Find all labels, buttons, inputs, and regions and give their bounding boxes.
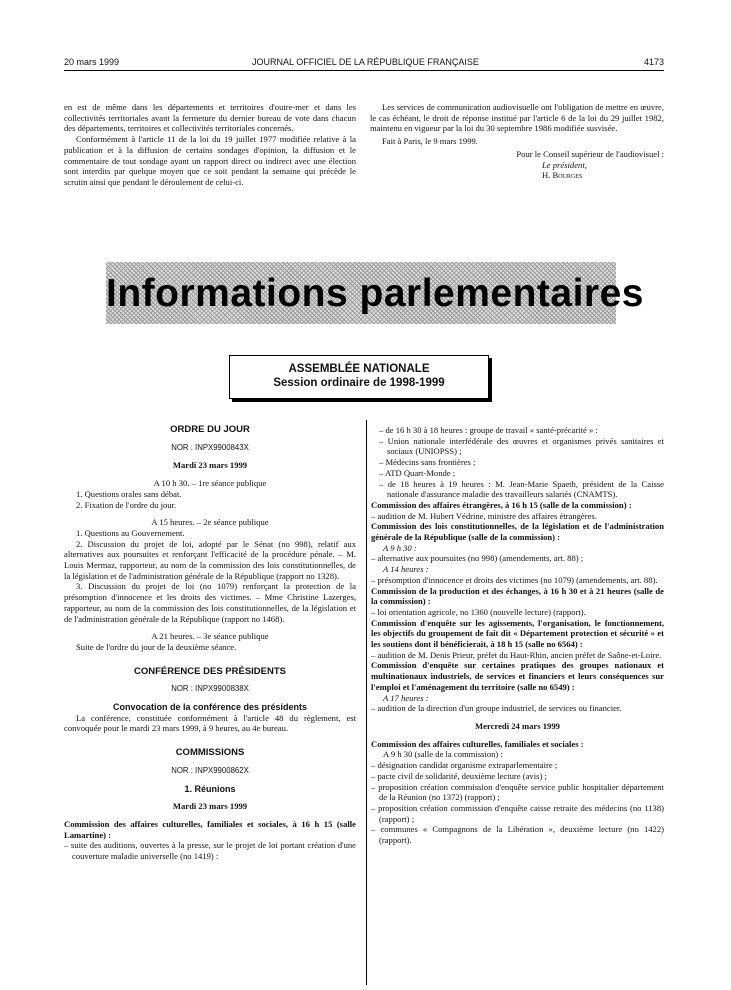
nor-reference: NOR : INPX9900862X (171, 765, 249, 775)
nor-reference: NOR : INPX9900843X (171, 442, 249, 452)
pour-line: Pour le Conseil supérieur de l'audiovisuel : (516, 148, 664, 159)
paragraph: en est de même dans les départements et territoires d'outre-mer et dans les collectivités territoriales avant la fermeture du dernier bureau de vote dans chacun des départements, territoires et collectivités territoriales concernés. (64, 102, 356, 134)
list-item: – de 18 heures à 19 heures : M. Jean-Marie Spaeth, président de la Caisse nationale d'assurance maladie des travailleurs salariés (CNAMTS). (379, 478, 664, 500)
list-item: – ATD Quart-Monde ; (379, 467, 456, 478)
seance-heading: A 10 h 30. – 1re séance publique (153, 478, 267, 489)
box-title: ASSEMBLÉE NATIONALE (288, 363, 430, 375)
right-column (371, 425, 664, 846)
time-heading: A 17 heures : (383, 692, 429, 703)
list-item: – proposition création commission d'enquête caisse retraite des médecins (no 1138) (rapport) ; (371, 802, 664, 824)
signer-role: Le président, (542, 159, 587, 170)
assemblee-box (229, 355, 489, 399)
seance-heading: A 21 heures. – 3e séance publique (151, 631, 269, 642)
commission-heading: Commission des affaires étrangères, à 16 h 15 (salle de la commission) : (371, 499, 632, 510)
list-item: 3. Discussion du projet de loi (no 1079) renforçant la protection de la présomption d'innocence et les droits des victimes. – Mme Christine Lazerges, rapporteur, au nom de la commission des lois constitutionnelles, de la législation et de l'administration générale de la République (rapport no 1468). (64, 581, 356, 624)
list-item: 1. Questions orales sans débat. (76, 488, 182, 499)
date-heading: Mardi 23 mars 1999 (172, 801, 248, 812)
list-item: 1. Questions au Gouvernement. (76, 527, 185, 538)
list-item: – Union nationale interfédérale des œuvres et organismes privés sanitaires et sociaux (UNIOPSS) ; (379, 435, 664, 457)
list-item: 2. Fixation de l'ordre du jour. (76, 499, 177, 510)
list-item: – audition de M. Hubert Védrine, ministre des affaires étrangères. (371, 510, 597, 521)
section-title: COMMISSIONS (175, 747, 245, 759)
nor-reference: NOR : INPX9900838X (171, 684, 249, 694)
subsection-title: 1. Réunions (184, 783, 236, 794)
paragraph: Conformément à l'article 11 de la loi du 19 juillet 1977 modifiée relative à la publication et à la diffusion de certains sondages d'opinion, la diffusion et le commentaire de tout sondage ayant un rapport direct ou indirect avec une élection sont interdits par quelque moyen que ce soit pendant la semaine qui précède le scrutin ainsi que pendant le déroulement de celui-ci. (64, 134, 356, 187)
list-item: – proposition création commission d'enquête service public hospitalier département de la Réunion (no 1372) (rapport) ; (371, 781, 664, 803)
list-item: 2. Discussion du projet de loi, adopté par le Sénat (no 998), relatif aux alternatives aux poursuites et renforçant l'efficacité de la procédure pénale. – M. Louis Mermaz, rapporteur, au nom de la commission des lois constitutionnelles, de la législation et de l'administration générale de la République (rapport no 1328). (64, 538, 356, 581)
section-title: CONFÉRENCE DES PRÉSIDENTS (133, 665, 287, 677)
list-item: – audition de la direction d'un groupe industriel, de services ou financier. (371, 703, 622, 714)
subsection-title: Convocation de la conférence des présidents (112, 702, 308, 713)
header-journal-title: JOURNAL OFFICIEL DE LA RÉPUBLIQUE FRANÇAISE (252, 57, 479, 67)
paragraph: Les services de communication audiovisuelle ont l'obligation de mettre en œuvre, le cas échéant, le droit de réponse institué par l'article 6 de la loi du 29 juillet 1982, maintenu en vigueur par la loi du 30 septembre 1986 modifiée susvisée. (370, 102, 664, 134)
list-item: – présomption d'innocence et droits des victimes (no 1079) (amendements, art. 88). (371, 574, 658, 585)
seance-heading: A 15 heures. – 2e séance publique (151, 517, 269, 528)
list-item: – suite des auditions, ouvertes à la presse, sur le projet de loi portant création d'une couverture maladie universelle (no 1419) : (64, 840, 356, 862)
left-column (64, 425, 356, 862)
header-page-number: 4173 (643, 57, 664, 67)
commission-heading: Commission des affaires culturelles, familiales et sociales, à 16 h 15 (salle Lamartine) : (64, 818, 356, 840)
commission-heading: Commission de la production et des échanges, à 16 h 30 et à 21 heures (salle de la commission) : (371, 585, 664, 607)
section-banner (106, 262, 644, 324)
signer-name: H. Bourges (542, 170, 583, 181)
commission-heading: Commission des affaires culturelles, familiales et sociales : (371, 738, 584, 749)
paragraph: La conférence, constituée conformément à l'article 48 du règlement, est convoquée pour le mardi 23 mars 1999, à 9 heures, au 4e bureau. (64, 712, 356, 734)
fait-line: Fait à Paris, le 9 mars 1999. (382, 136, 478, 147)
commission-heading: Commission d'enquête sur certaines pratiques des groupes nationaux et multinationaux industriels, de services et financiers et leurs conséquences sur l'emploi et l'aménagement du territoire (salle no 6549) : (371, 660, 664, 692)
paragraph: Suite de l'ordre du jour de la deuxième séance. (76, 641, 237, 652)
date-heading: Mercredi 24 mars 1999 (475, 720, 560, 731)
column-separator (366, 420, 367, 985)
time-heading: A 9 h 30 : (383, 542, 417, 553)
list-item: – désignation candidat organisme extraparlementaire ; (371, 760, 558, 771)
header-rule (64, 70, 664, 71)
header-date: 20 mars 1999 (64, 57, 120, 67)
top-right-column (370, 102, 664, 181)
list-item: – audition de M. Denis Prieur, préfet du Haut-Rhin, ancien préfet de Saône-et-Loire. (371, 649, 662, 660)
commission-heading: Commission d'enquête sur les agissements, l'organisation, le fonctionnement, les objectifs du groupement de fait dit « Département protection et sécurité » et les soutiens dont il bénéficierait, à 18 h 15 (salle no 6564) : (371, 617, 664, 650)
list-item: – pacte civil de solidarité, deuxième lecture (avis) ; (371, 770, 547, 781)
banner-title: Informations parlementaires (106, 272, 644, 315)
box-session: Session ordinaire de 1998-1999 (273, 377, 445, 389)
list-item: – communes « Compagnons de la Libération », deuxième lecture (no 1422) (rapport). (371, 824, 664, 846)
top-left-column (64, 102, 356, 188)
time-heading: A 9 h 30 (salle de la commission) : (383, 749, 503, 760)
time-heading: A 14 heures : (383, 564, 429, 575)
list-item: – loi orientation agricole, no 1360 (nouvelle lecture) (rapport). (371, 606, 586, 617)
list-item: – Médecins sans frontières ; (379, 457, 476, 468)
list-item: – de 16 h 30 à 18 heures : groupe de travail « santé-précarité » : (379, 425, 598, 435)
date-heading: Mardi 23 mars 1999 (172, 460, 248, 471)
list-item: – alternative aux poursuites (no 998) (amendements, art. 88) ; (371, 553, 584, 564)
section-title: ORDRE DU JOUR (170, 424, 250, 435)
commission-heading: Commission des lois constitutionnelles, de la législation et de l'administration générale de la République (salle de la commission) : (371, 521, 664, 543)
